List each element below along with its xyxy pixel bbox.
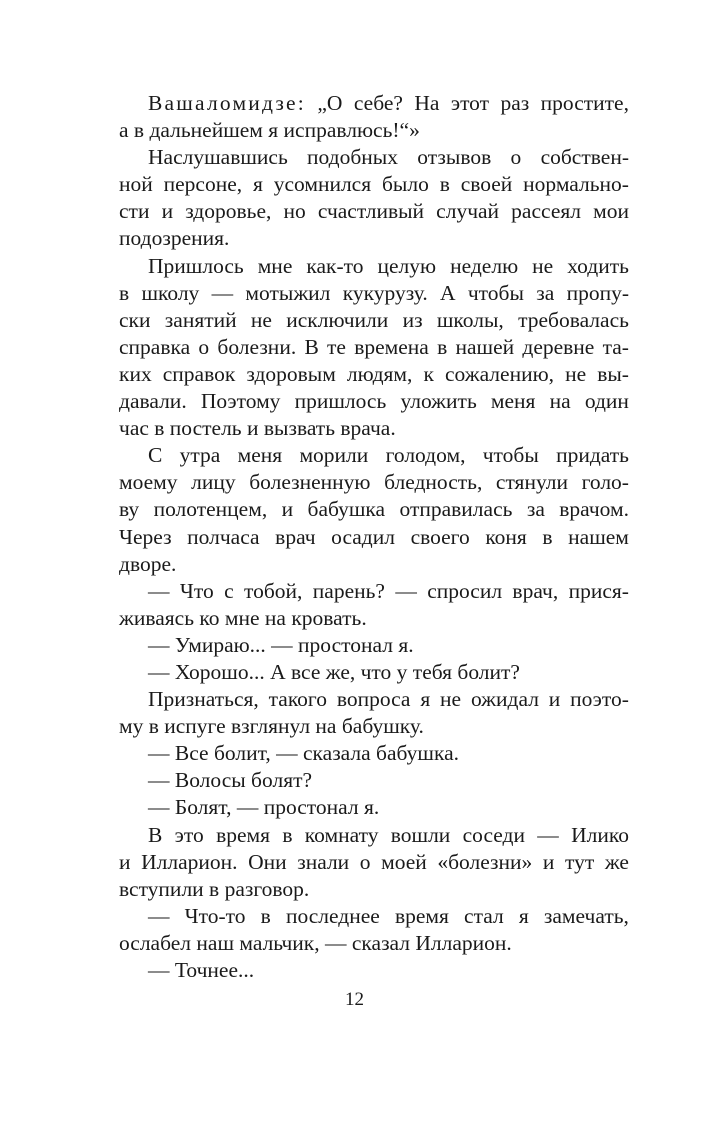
word: своей [460, 172, 513, 197]
text-line [119, 822, 629, 849]
word: врач [275, 524, 316, 549]
text-line [119, 713, 629, 740]
paragraph [119, 144, 629, 252]
word: не [532, 253, 554, 278]
word: справок [162, 361, 236, 386]
text-line [119, 876, 629, 903]
word: С [148, 443, 163, 468]
word: и [119, 849, 131, 874]
word: А [440, 280, 456, 305]
word: уложить [400, 389, 477, 414]
text-line [119, 198, 629, 225]
text-line [119, 171, 629, 198]
word: бледность, [384, 470, 483, 495]
word: „О [317, 91, 343, 115]
word: в [437, 334, 448, 359]
word: это [174, 822, 204, 847]
word: о [198, 334, 210, 359]
text-line [119, 225, 629, 252]
word: поэто- [570, 687, 629, 712]
word: не [250, 307, 272, 332]
word: как-то [306, 253, 364, 278]
text-line [119, 307, 629, 334]
word: болезни. [217, 334, 297, 359]
word: Через [119, 524, 172, 549]
word: себе? [353, 91, 403, 115]
word: чтобы [467, 280, 524, 305]
line-text: — Все болит, — сказала бабушка. [148, 741, 460, 766]
text-line [119, 686, 629, 713]
word: ву [119, 497, 140, 522]
word: мне [257, 253, 293, 278]
word: Что-то [184, 903, 246, 928]
word: те [327, 334, 346, 359]
word: пропу- [566, 280, 629, 305]
word: вопроса [336, 687, 411, 712]
word: сожалению, [444, 361, 555, 386]
word: меня [490, 389, 536, 414]
word: с [224, 578, 234, 603]
line-text: живаясь ко мне на кровать. [119, 605, 367, 630]
word: чтобы [482, 443, 539, 468]
word: — [148, 578, 170, 603]
line-text: ослабел наш мальчик, — сказал Илларион. [119, 930, 512, 955]
word: лицу [191, 470, 236, 495]
word: утра [179, 443, 221, 468]
text-line [119, 90, 629, 117]
word: стянули [495, 470, 568, 495]
text-line [119, 849, 629, 876]
paragraph [119, 822, 629, 903]
text-line [119, 659, 629, 686]
text-line [119, 469, 629, 496]
word: осадил [331, 524, 395, 549]
word: счастливый [317, 199, 425, 224]
text-line [119, 578, 629, 605]
word: вошли [390, 822, 451, 847]
word: Поэтому [200, 389, 281, 414]
word: о [510, 145, 522, 170]
word: Наслушавшись [148, 145, 288, 170]
text-line [119, 117, 629, 144]
word: Илико [571, 822, 629, 847]
word: Илларион. [141, 849, 238, 874]
word: ожидал [470, 687, 539, 712]
word: целую [377, 253, 437, 278]
line-text: — Волосы болят? [148, 768, 313, 793]
word: моему [119, 470, 178, 495]
word: голо- [581, 470, 629, 495]
word: персоне, [163, 172, 243, 197]
word: справка [119, 334, 191, 359]
speaker-name: Вашаломидзе: [148, 91, 306, 115]
word: требовалась [518, 307, 629, 332]
word: В [304, 334, 319, 359]
word: мотыжил [245, 280, 331, 305]
word: в [260, 903, 271, 928]
text-line [119, 415, 629, 442]
word: нашем [568, 524, 629, 549]
word: время [216, 822, 271, 847]
word: — [395, 578, 417, 603]
word: Признаться, [148, 687, 259, 712]
word: подобных [307, 145, 398, 170]
word: случай [436, 199, 500, 224]
word: школы, [436, 307, 504, 332]
line-text: дворе. [119, 551, 177, 576]
word: — [148, 903, 170, 928]
word: простите, [540, 91, 629, 115]
paragraph [119, 90, 629, 144]
word: о [359, 849, 371, 874]
word: в [439, 172, 450, 197]
word: В [148, 822, 163, 847]
line-text: му в испуге взглянул на бабушку. [119, 714, 424, 739]
paragraph [119, 767, 629, 794]
word: за [536, 280, 555, 305]
line-text: — Точнее... [148, 958, 255, 982]
word: — [211, 280, 234, 305]
word: в [282, 822, 293, 847]
word: полотенцем, [153, 497, 268, 522]
word: прися- [568, 578, 629, 603]
line-text: а в дальнейшем я исправлюсь!“» [119, 118, 420, 143]
word: отправилась [399, 497, 513, 522]
text-line [119, 280, 629, 307]
paragraph [119, 253, 629, 443]
text-line [119, 496, 629, 523]
word: соседи [462, 822, 525, 847]
word: людям, [346, 361, 413, 386]
word: раз [500, 91, 530, 115]
word: отзывов [417, 145, 492, 170]
word: последнее [285, 903, 380, 928]
word: деревне [522, 334, 595, 359]
word: вы- [597, 361, 629, 386]
word: мои [593, 199, 629, 224]
word: этот [450, 91, 490, 115]
line-text: — Хорошо... А все же, что у тебя болит? [148, 659, 520, 684]
word: морили [299, 443, 369, 468]
word: меня [237, 443, 283, 468]
paragraph [119, 442, 629, 577]
word: ной [119, 172, 153, 197]
word: ких [119, 361, 152, 386]
word: на [549, 389, 571, 414]
paragraph [119, 578, 629, 632]
line-text: подозрения. [119, 226, 230, 251]
word: из [402, 307, 423, 332]
word: усомнился [273, 172, 372, 197]
paragraph [119, 632, 629, 659]
word: ски [119, 307, 151, 332]
word: в [542, 524, 553, 549]
word: ходить [567, 253, 629, 278]
word: придать [556, 443, 629, 468]
word: нормально- [523, 172, 629, 197]
paragraph [119, 659, 629, 686]
word: я [420, 687, 431, 712]
word: нашей [455, 334, 515, 359]
text-line [119, 903, 629, 930]
word: давали. [119, 389, 187, 414]
word: к [423, 361, 434, 386]
paragraph [119, 740, 629, 767]
word: тобой, [243, 578, 303, 603]
text-block [119, 90, 629, 984]
word: — [537, 822, 559, 847]
text-line [119, 551, 629, 578]
word: «болезни» [437, 849, 533, 874]
text-line [119, 144, 629, 171]
word: и [548, 687, 561, 712]
word: время [394, 903, 449, 928]
word: такого [268, 687, 327, 712]
paragraph [119, 903, 629, 957]
word: пришлось [294, 389, 387, 414]
text-line [119, 767, 629, 794]
word: один [584, 389, 629, 414]
word: своего [410, 524, 470, 549]
word: не [565, 361, 587, 386]
word: На [414, 91, 440, 115]
word: парень? [312, 578, 385, 603]
word: стал [464, 903, 504, 928]
word: за [526, 497, 545, 522]
word: полчаса [187, 524, 260, 549]
word: собствен- [540, 145, 629, 170]
word: болезненную [249, 470, 371, 495]
word: знали [297, 849, 350, 874]
word: та- [602, 334, 629, 359]
word: Что [179, 578, 214, 603]
word: комнату [304, 822, 379, 847]
word: коня [485, 524, 527, 549]
paragraph [119, 794, 629, 821]
text-line [119, 957, 629, 984]
text-line [119, 740, 629, 767]
text-line [119, 930, 629, 957]
word: времена [354, 334, 429, 359]
word: Они [248, 849, 287, 874]
text-line [119, 524, 629, 551]
line-text: — Умираю... — простонал я. [148, 632, 414, 657]
paragraph [119, 686, 629, 740]
word: тут [564, 849, 595, 874]
word: же [604, 849, 629, 874]
word: голодом, [385, 443, 466, 468]
word: здоровье, [185, 199, 272, 224]
word: здоровым [246, 361, 336, 386]
word: моей [381, 849, 427, 874]
page-number: 12 [345, 989, 364, 1010]
line-text: вступили в разговор. [119, 876, 310, 901]
text-line [119, 334, 629, 361]
word: Пришлось [148, 253, 244, 278]
word: врач, [512, 578, 559, 603]
word: замечать, [543, 903, 629, 928]
word: школу [141, 280, 200, 305]
word: спросил [427, 578, 503, 603]
line-text: — Болят, — простонал я. [148, 795, 380, 820]
word: неделю [450, 253, 519, 278]
word: кукурузу. [342, 280, 428, 305]
word: врачом. [559, 497, 629, 522]
word: я [252, 172, 263, 197]
text-line [119, 605, 629, 632]
word: и [281, 497, 294, 522]
text-line [119, 632, 629, 659]
paragraph [119, 957, 629, 984]
word: рассеял [511, 199, 581, 224]
word: сти [119, 199, 150, 224]
text-line [119, 442, 629, 469]
word: в [119, 280, 130, 305]
word: и [542, 849, 555, 874]
text-line [119, 361, 629, 388]
word: я [518, 903, 529, 928]
word: бабушка [307, 497, 386, 522]
text-line [119, 794, 629, 821]
word: не [440, 687, 462, 712]
text-line [119, 253, 629, 280]
text-line [119, 388, 629, 415]
word: было [381, 172, 429, 197]
word: и [161, 199, 174, 224]
word: но [283, 199, 306, 224]
line-text: час в постель и вызвать врача. [119, 416, 396, 441]
word: занятий [164, 307, 237, 332]
word: исключили [286, 307, 389, 332]
